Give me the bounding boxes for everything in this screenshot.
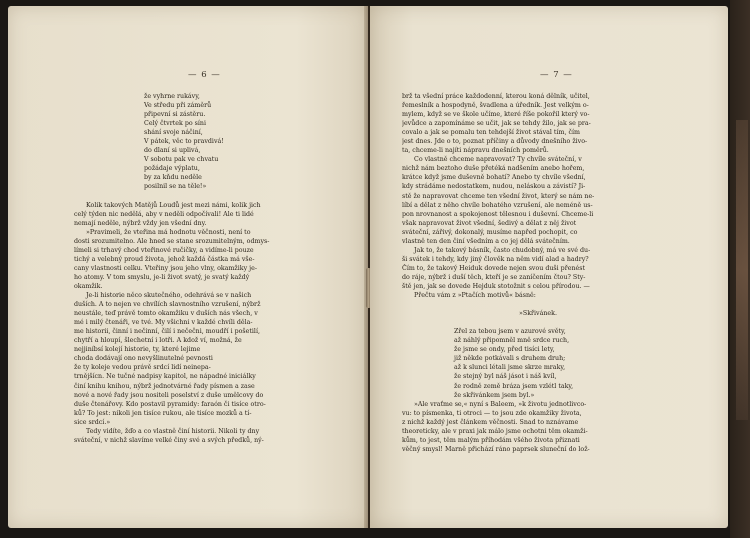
- page-number-right: — 7 —: [540, 70, 573, 80]
- text-line: požádaje výplatu,: [144, 165, 200, 173]
- book-spread: [8, 6, 730, 528]
- page-number-left: — 6 —: [188, 70, 221, 80]
- text-line: me historii, činní i nečinní, čilí i nečečni, moudří i pošetilí,: [74, 328, 260, 336]
- text-line: by za kňdu neděle: [144, 174, 202, 182]
- text-line: posilnil se na těle!»: [144, 183, 207, 191]
- text-line: V sobotu pak ve chvatu: [144, 156, 219, 164]
- text-line: až k slunci létali jsme skrze mraky,: [454, 364, 566, 372]
- text-line: řemeslník a hospodyně, švadlena a úředník. Jest velkým o-: [402, 102, 589, 110]
- text-line: celý týden nic nedělá, aby v neděli odpočívali! Ale ti lidé: [74, 210, 254, 218]
- text-line: činí knihu knihou, nýbrž jednotvárné řady písmen a zase: [74, 382, 255, 390]
- text-line: Zřel za tebou jsem v azurové světy,: [454, 328, 566, 336]
- text-line: mylem, když se ve škole učíme, které říše pokořil který vo-: [402, 111, 590, 119]
- text-line: věčný smysl! Marně přichází ráno paprsek sluneční do lož-: [402, 445, 590, 453]
- text-line: [74, 192, 332, 201]
- text-line: sváteční, v nichž slavíme velké činy své a svých předků, ný-: [74, 436, 264, 444]
- text-line: jevůdce a zapomínáme se učit, jak se tehdy žilo, jak se pra-: [402, 120, 591, 128]
- text-line: »Pravimeli, že vteřina má hodnotu věčnosti, není to: [86, 228, 251, 236]
- text-line: »Ale vraťme se,« nyní s Baleem, »k životu jednotlivco-: [414, 400, 587, 408]
- text-line: krátce když jsme duševně bohatí? Anebo ty chvíle všední,: [402, 174, 586, 182]
- text-line: až náhlý připomněl mně srdce ruch,: [454, 337, 570, 345]
- text-line: límeli si trhavý chod vteřinové ručičky, a vidíme-li pouze: [74, 246, 254, 254]
- text-line: nejjiníbsí kolejí historie, ty, které lejime: [74, 346, 201, 354]
- text-line: dosti srozumitelno. Ale hned se stane srozumitelným, odmys-: [74, 237, 270, 245]
- text-line: duších. A to nejen ve chvílích slavnostního vzrušení, nýbrž: [74, 301, 261, 309]
- text-line: vu: to písmenka, ti otroci — to jsou zde okamžiky života,: [402, 409, 582, 417]
- text-line: připevní si zástěru.: [144, 111, 206, 119]
- text-line: stě že napravovat chceme ten všední život, který se nám ne-: [402, 192, 595, 200]
- text-line: okamžik.: [74, 282, 103, 290]
- text-line: »Skřivánek.: [519, 310, 557, 318]
- text-line: však napravovat život všední, šedivý a dělat z něj život: [402, 219, 577, 227]
- text-line: ště jen, jak se dovede Hejduk stotožnit s celou přírodou. —: [402, 282, 590, 290]
- text-line: ši svátek i tehdy, kdy jiný člověk na něm vidí alad a hadry?: [402, 255, 589, 263]
- text-line: covalo a jak se pomalu ten tehdejší život stával tím, čím: [402, 129, 580, 137]
- text-line: nové a nové řady jsou nositeli poselství z duše umělcovy do: [74, 391, 264, 399]
- text-line: trnějšícn. Ne tučné nadpisy kapitol, ne nápadné iniciálky: [74, 373, 256, 381]
- text-line: již někde potkávali s druhem druh;: [454, 355, 566, 363]
- text-line: Tedy vidíte, žďo a co vlastně činí historii. Nikoli ty dny: [86, 427, 260, 435]
- text-line: cany vlastnosti celku. Vteřiny jsou jeho vlny, okamžiky je-: [74, 264, 257, 272]
- text-line: z nichž každý jest článkem věčnosti. Snad to nznávame: [402, 418, 579, 426]
- text-line: nichž nám beztoho duše přetéká nadšením anebo hořem,: [402, 165, 585, 173]
- text-line: ta, chceme-li najíti nápravu dnešních poměrů.: [402, 147, 549, 155]
- text-line: sváteční, zářivý, dokonalý, musíme napřed pochopit, co: [402, 228, 578, 236]
- text-line: Celý čtvrtek po síni: [144, 120, 206, 128]
- text-line: že vyhrne rukávy,: [144, 93, 200, 100]
- left-page-text: [74, 92, 332, 445]
- text-line: do ráje, nýbrž i duší těch, kteří je se zaníčením čtou? Sty-: [402, 273, 586, 281]
- text-line: Přečtu vám z »Ptačích motivů« básně:: [414, 292, 536, 300]
- right-page: [370, 6, 728, 528]
- text-line: theoreticky, ale v praxi jak málo jsme ochotni těm okamži-: [402, 427, 588, 435]
- text-line: Čím to, že takový Heiduk dovede nejen svou duši přenést: [402, 264, 585, 272]
- text-line: tichý a velebný proud života, jehož každá částka má vše-: [74, 255, 255, 263]
- text-line: Kolik takových Matějů Loudů jest mezi námi, kolik jich: [86, 201, 261, 209]
- text-line: neustále, teď právě tomto okamžiku v duších nás všech, v: [74, 310, 258, 318]
- text-line: choda dodávají ono nevyšlinutelné pevnosti: [74, 355, 213, 363]
- text-line: že ty koleje vedou právě srdcí lidí neinepa-: [74, 364, 211, 372]
- text-line: jest dnes. Jde o to, poznat příčiny a důvody dnešního živo-: [402, 138, 588, 146]
- text-line: kům, to jest, těm malým příhodám všého života přiznati: [402, 436, 580, 444]
- text-line: Jak to, že takový básník, často chudobný, má ve své du-: [414, 246, 591, 254]
- text-line: líbí a dělat z něho chvíle bohatého vzrušení, ale neméně us-: [402, 201, 593, 209]
- text-line: brž ta všední práce každodenní, kterou koná dělník, učitel,: [402, 93, 590, 100]
- text-line: že skřivánkem jsem byl.»: [454, 391, 535, 399]
- text-line: pon nrovnanost a spokojenost tělesnou i duševní. Chceme-li: [402, 210, 594, 218]
- text-line: že stejný byl náš jásot i náš kvíl,: [454, 373, 557, 381]
- text-line: Je-li historie něco skutečného, odehrává se v našich: [86, 292, 252, 300]
- text-line: sice srdcí.»: [74, 418, 111, 426]
- text-line: ků? To jest: nikoli jen tisíce rukou, ale tisíce mozků a tí-: [74, 409, 252, 417]
- text-line: duše čtenářovy. Kdo postavil pyramidy: faraón či tisíce otro-: [74, 400, 266, 408]
- text-line: [402, 318, 674, 327]
- text-line: že rodně země bráza jsem vzlétl taky,: [454, 382, 574, 390]
- text-line: do dlaní si uplivá,: [144, 147, 201, 155]
- text-line: chytří a hloupí, šlechetní i lotři. A kdož ví, možná, že: [74, 337, 242, 345]
- text-line: Ve středu při záměrů: [144, 102, 212, 110]
- text-line: Co vlastně chceme napravovat? Ty chvíle sváteční, v: [414, 156, 582, 164]
- text-line: [402, 300, 674, 309]
- text-line: mé i milý čtenáři, ve tvé. My všichni v každé chvíli děla-: [74, 319, 253, 327]
- text-line: kdy strádáme nedostatkem, nudou, neláskou a závistí? Ji-: [402, 183, 586, 191]
- text-line: že jsme se ondy, před tisíci lety,: [454, 346, 555, 354]
- left-page: [8, 6, 368, 528]
- text-line: V pátek, věc to pravdivá!: [144, 138, 224, 146]
- background-object: [736, 120, 748, 420]
- text-line: vlastně ten den činí všedním a co jej dělá svátečním.: [402, 237, 570, 245]
- text-line: nemají neděle, nýbrž vždy jen všední dny.: [74, 219, 207, 227]
- text-line: shání svoje náčiní,: [144, 129, 203, 137]
- text-line: ho atomy. V tom smyslu, je-li život svatý, je svatý každý: [74, 273, 250, 281]
- right-page-text: [402, 92, 674, 454]
